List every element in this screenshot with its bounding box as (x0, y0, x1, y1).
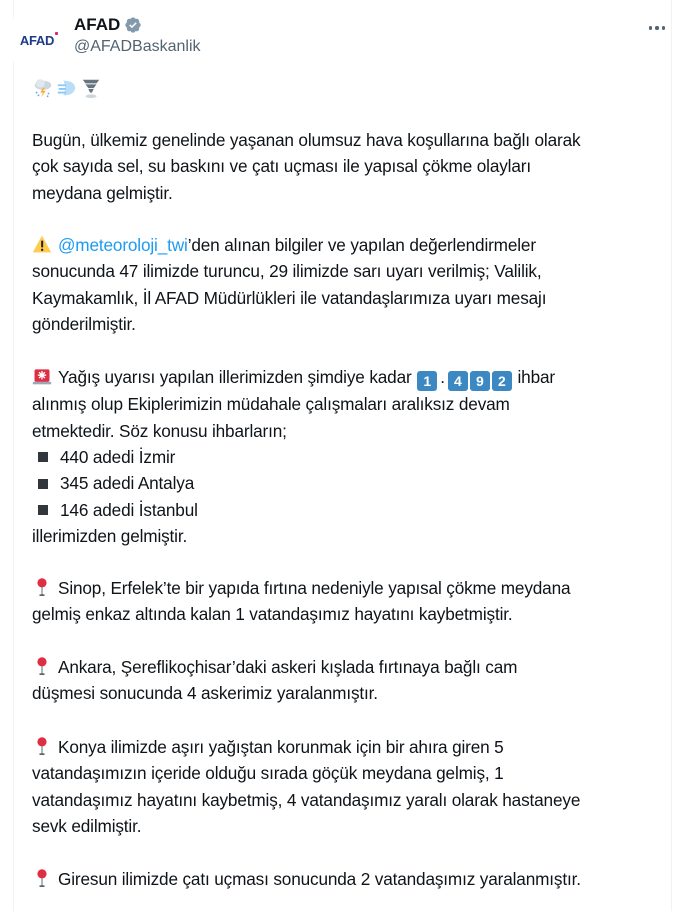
bullet-icon (38, 505, 48, 515)
paragraph-intro: Bugün, ülkemiz genelinde yaşanan olumsuz hava koşullarına bağlı olarak çok sayıda sel, su baskını ve çatı uçması ile yapısal çökme olayları meydana gelmiştir. (32, 130, 581, 203)
wind-face-icon (56, 77, 78, 99)
list-item: 440 adedi İzmir (32, 444, 555, 470)
mention-link[interactable]: @meteoroloji_twi (58, 235, 188, 255)
keycap-digit: 1 (417, 371, 437, 391)
list-item: 345 adedi Antalya (32, 470, 555, 496)
author-names (74, 14, 201, 56)
paragraph-reports: Yağış uyarısı yapılan illerimizden şimdiye kadar 1 . 4 9 2 ihbar alınmış olup Ekiplerimizin müdahale çalışmaları aralıksız devam etmektedir. Söz konusu ihbarların; 440 adedi İzmir 345 adedi Antalya 146 adedi İstanbul illerimizden gelmiştir. (32, 367, 555, 547)
paragraph-warnings: @meteoroloji_twi’den alınan bilgiler ve yapılan değerlendirmeler sonucunda 47 ilimizde turuncu, 29 ilimizde sarı uyarı verilmiş; Valilik, Kaymakamlık, İl AFAD Müdürlükleri ile vatandaşlarımıza uyarı mesajı gönderilmiştir. (32, 235, 547, 335)
display-name[interactable]: AFAD (74, 15, 121, 34)
round-pushpin-icon (32, 868, 52, 888)
verified-badge-icon[interactable] (124, 16, 142, 34)
round-pushpin-icon (32, 656, 52, 676)
avatar[interactable] (13, 16, 61, 64)
handle[interactable]: @AFADBaskanlik (74, 38, 201, 55)
round-pushpin-icon (32, 736, 52, 756)
paragraph-sinop: Sinop, Erfelek’te bir yapıda fırtına nedeniyle yapısal çökme meydana gelmiş enkaz altında kalan 1 vatandaşımız hayatını kaybetmiştir. (32, 578, 571, 625)
warning-icon (32, 234, 52, 254)
round-pushpin-icon (32, 577, 52, 597)
paragraph-giresun: Giresun ilimizde çatı uçması sonucunda 2 vatandaşımız yaralanmıştır. (32, 866, 581, 892)
emoji-header (32, 76, 102, 100)
more-options-button[interactable] (642, 18, 672, 38)
tweet-header (13, 14, 676, 64)
paragraph-konya: Konya ilimizde aşırı yağıştan korunmak için bir ahıra giren 5 vatandaşımızın içeride olduğu sırada göçük meydana gelmiş, 1 vatandaşımız hayatını kaybetmiş, 4 vatandaşımız yaralı olarak hastaneye sevk edilmiştir. (32, 737, 581, 837)
bullet-icon (38, 479, 48, 489)
keycap-digit: 2 (492, 371, 512, 391)
cloud-lightning-rain-icon (32, 77, 54, 99)
paragraph-ankara: Ankara, Şereflikoçhisar’daki askeri kışlada fırtınaya bağlı cam düşmesi sonucunda 4 askerimiz yaralanmıştır. (32, 657, 518, 704)
bullet-icon (38, 452, 48, 462)
more-horizontal-icon (649, 26, 653, 30)
tornado-icon (80, 77, 102, 99)
afad-logo: AFAD (20, 33, 54, 48)
list-item: 146 adedi İstanbul (32, 497, 555, 523)
keycap-digit: 9 (470, 371, 490, 391)
rotating-light-icon (32, 366, 52, 386)
keycap-digit: 4 (448, 371, 468, 391)
